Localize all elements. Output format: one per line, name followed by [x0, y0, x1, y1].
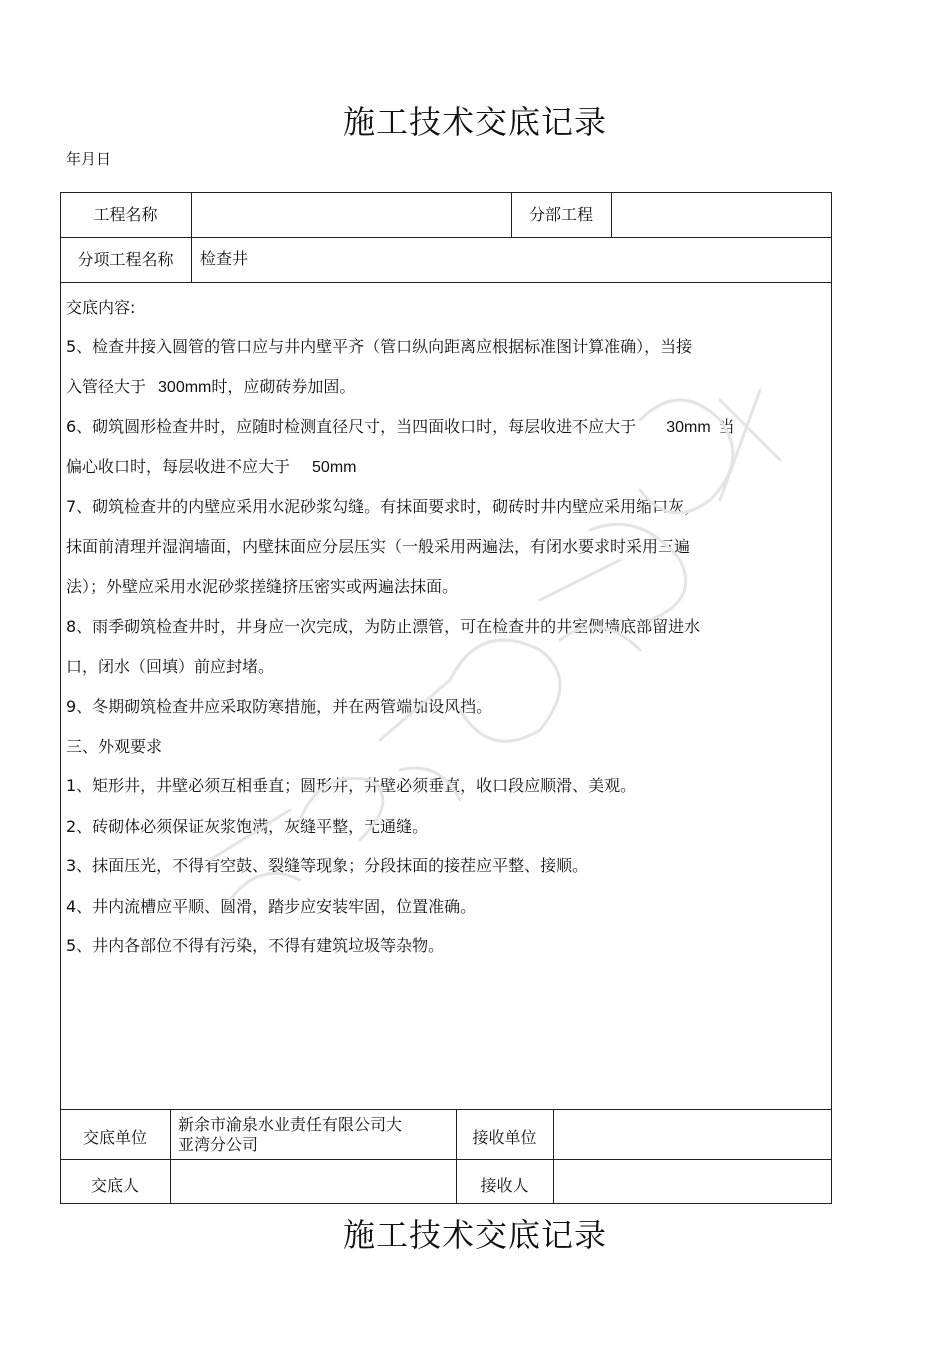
- content-value: 300mm: [158, 379, 212, 396]
- content-line: 2、砖砌体必须保证灰浆饱满，灰缝平整，无通缝。: [66, 817, 429, 836]
- col-divider: [170, 1109, 171, 1204]
- row-divider: [60, 1109, 832, 1110]
- content-line: 抹面前清理并湿润墙面，内壁抹面应分层压实（一般采用两遍法，有闭水要求时采用三遍: [66, 537, 691, 556]
- sub-item-label: 分项工程名称: [77, 250, 174, 269]
- col-divider: [553, 1109, 554, 1204]
- content-text: 时，应砌砖券加固。: [211, 377, 356, 396]
- content-text: 6、砌筑圆形检查井时，应随时检测直径尺寸，当四面收口时，每层收进不应大于: [66, 417, 637, 436]
- content-text: 入管径大于: [66, 377, 147, 396]
- project-name-label: 工程名称: [93, 205, 158, 224]
- content-line: [66, 457, 356, 478]
- content-line: [66, 417, 735, 438]
- content-line: 7、砌筑检查井的内壁应采用水泥砂浆勾缝。有抹面要求时，砌砖时井内壁应采用缩口灰，: [66, 497, 701, 516]
- row-divider: [60, 237, 832, 238]
- content-line: 3、抹面压光，不得有空鼓、裂缝等现象；分段抹面的接茬应平整、接顺。: [66, 856, 589, 875]
- unit-value-line: 亚湾分公司: [178, 1135, 259, 1154]
- division-label: 分部工程: [528, 205, 593, 224]
- section-heading: 三、外观要求: [66, 737, 163, 756]
- content-line: 4、井内流槽应平顺、圆滑，踏步应安装牢固，位置准确。: [66, 897, 477, 916]
- receive-unit-label: 接收单位: [472, 1128, 537, 1147]
- content-heading: 交底内容:: [66, 298, 136, 317]
- content-line: [66, 377, 355, 398]
- col-divider: [191, 192, 192, 282]
- date-label: 年月日: [66, 150, 112, 168]
- content-value: 50mm: [312, 459, 357, 476]
- content-line: 1、矩形井，井壁必须互相垂直；圆形井，井壁必须垂直，收口段应顺滑、美观。: [66, 776, 637, 795]
- content-text: 当: [718, 417, 735, 436]
- sub-item-value: 检查井: [200, 249, 249, 268]
- next-page-title: 施工技术交底记录: [342, 1216, 607, 1254]
- unit-label: 交底单位: [82, 1128, 147, 1147]
- content-line: 5、井内各部位不得有污染，不得有建筑垃圾等杂物。: [66, 936, 445, 955]
- content-line: 5、检查井接入圆管的管口应与井内壁平齐（管口纵向距离应根据标准图计算准确），当接: [66, 337, 693, 356]
- document-title: 施工技术交底记录: [342, 103, 607, 141]
- content-line: 法）；外壁应采用水泥砂浆搓缝挤压密实或两遍法抹面。: [66, 577, 459, 596]
- content-line: 8、雨季砌筑检查井时，井身应一次完成，为防止漂管，可在检查井的井室侧墙底部留进水: [66, 617, 701, 636]
- unit-value: [178, 1115, 402, 1155]
- person-label: 交底人: [90, 1176, 139, 1195]
- row-divider: [60, 282, 832, 283]
- row-divider: [60, 1159, 832, 1160]
- content-line: 9、冬期砌筑检查井应采取防寒措施，并在两管端加设风挡。: [66, 697, 493, 716]
- col-divider: [611, 192, 612, 237]
- content-value: 30mm: [666, 419, 711, 436]
- receiver-label: 接收人: [480, 1176, 529, 1195]
- unit-value-line: 新余市渝泉水业责任有限公司大: [178, 1115, 403, 1134]
- content-line: 口，闭水（回填）前应封堵。: [66, 657, 275, 676]
- content-text: 偏心收口时，每层收进不应大于: [66, 457, 291, 476]
